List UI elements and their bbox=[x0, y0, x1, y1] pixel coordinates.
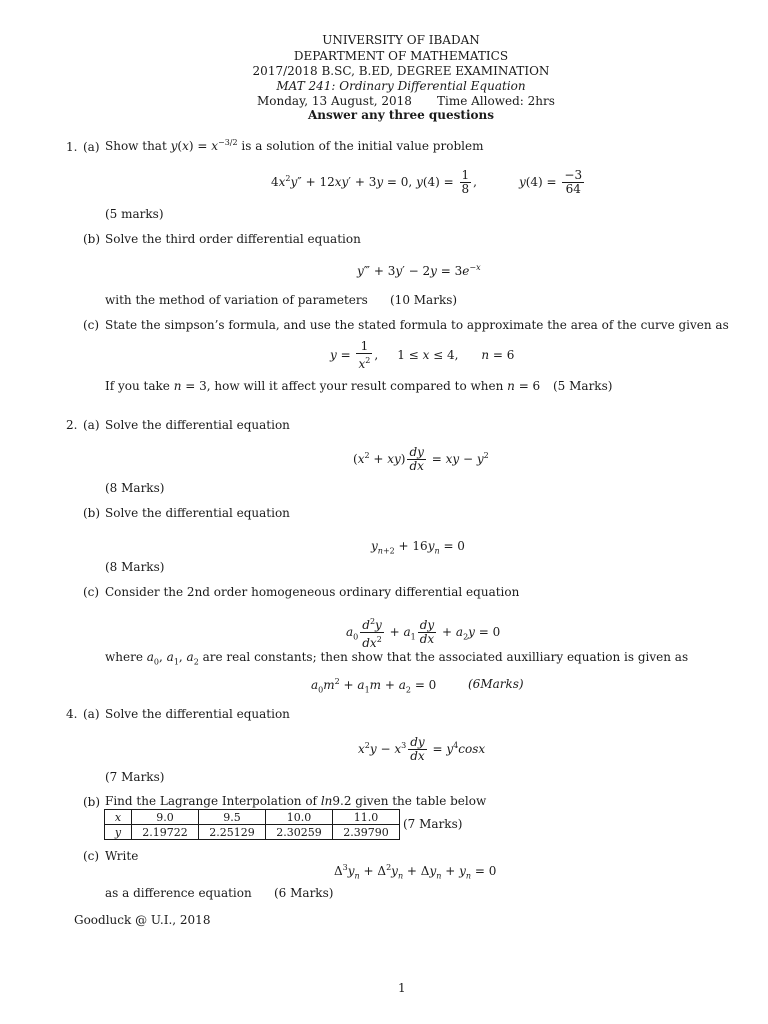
q2c-marks: (6Marks) bbox=[468, 677, 524, 691]
q2c-equation: $a_0$ $\frac{d^2y}{dx^2}$ + $a_1$ $\frac{dy}{dx}$ + $a_2y = 0$ bbox=[346, 617, 501, 650]
q1c-followup: If you take n = 3, how will it affect your result compared to when n = 6 bbox=[105, 379, 541, 393]
q1c-label: (c) bbox=[83, 318, 100, 332]
q2a-marks: (8 Marks) bbox=[105, 481, 165, 495]
q4a-text: Solve the differential equation bbox=[105, 707, 290, 721]
q1a-text: Show that $y(x) = x^{-3/2}$ is a solution of the initial value problem bbox=[105, 138, 484, 153]
q1b-method: with the method of variation of parameters bbox=[105, 293, 368, 307]
question-number-4: 4. bbox=[66, 707, 78, 721]
lagrange-table-wrap bbox=[104, 809, 400, 840]
q1b-equation: y‴ + $3y' - 2y = 3e^{-x}$ bbox=[357, 263, 481, 278]
q4c-equation: $\Delta^3y_n + \Delta^2y_n + \Delta y_n + y_n = 0$ bbox=[334, 863, 497, 881]
q4a-equation: $x^2y - x^3$ $\frac{dy}{dx}$ = $y^4\cos x$ bbox=[358, 735, 486, 763]
q4a-marks: (7 Marks) bbox=[105, 770, 165, 784]
q2b-text: Solve the differential equation bbox=[105, 506, 290, 520]
q1c-equation: y = $\frac{1}{x^2}$ , 1 ≤ x ≤ 4, n = 6 bbox=[330, 339, 515, 371]
q4c-label: (c) bbox=[83, 849, 100, 863]
table-row-x bbox=[105, 810, 400, 825]
q4b-text: Find the Lagrange Interpolation of ln9.2 given the table below bbox=[105, 794, 487, 808]
q1b-label: (b) bbox=[83, 232, 101, 246]
q4c-text2: as a difference equation bbox=[105, 886, 252, 900]
page-number: 1 bbox=[398, 981, 406, 995]
exam-title: 2017/2018 B.SC, B.ED, DEGREE EXAMINATION bbox=[252, 64, 550, 78]
table-cell: 9.5 bbox=[199, 810, 266, 825]
q2c-aux-equation: $a_0m^2 + a_1m + a_2 = 0$ bbox=[311, 677, 437, 695]
question-number-2: 2. bbox=[66, 418, 78, 432]
q1b-text: Solve the third order differential equation bbox=[105, 232, 361, 246]
q4b-label: (b) bbox=[83, 795, 101, 809]
table-cell: 10.0 bbox=[266, 810, 333, 825]
q2c-label: (c) bbox=[83, 585, 100, 599]
q4c-text: Write bbox=[105, 849, 139, 863]
table-cell: 9.0 bbox=[132, 810, 199, 825]
table-label-x: x bbox=[105, 810, 132, 825]
q4a-label: (a) bbox=[83, 707, 100, 721]
q2a-text: Solve the differential equation bbox=[105, 418, 290, 432]
q1c-text: State the simpson’s formula, and use the stated formula to approximate the area of the curve given as bbox=[105, 318, 729, 332]
table-cell: 2.30259 bbox=[266, 825, 333, 840]
q2b-label: (b) bbox=[83, 506, 101, 520]
q2c-constants: where $a_0$, $a_1$, $a_2$ are real constants; then show that the associated auxilliary equation is given as bbox=[105, 650, 689, 667]
department-title: DEPARTMENT OF MATHEMATICS bbox=[293, 49, 509, 63]
university-title: UNIVERSITY OF IBADAN bbox=[322, 33, 480, 47]
goodluck-footer: Goodluck @ U.I., 2018 bbox=[74, 913, 211, 927]
q4b-marks: (7 Marks) bbox=[403, 817, 463, 831]
q1b-marks: (10 Marks) bbox=[390, 293, 458, 307]
table-cell: 2.39790 bbox=[333, 825, 400, 840]
table-cell: 2.25129 bbox=[199, 825, 266, 840]
q1a-marks: (5 marks) bbox=[105, 207, 164, 221]
question-number-1: 1. bbox=[66, 140, 78, 154]
lagrange-table bbox=[104, 809, 400, 840]
q4c-marks: (6 Marks) bbox=[274, 886, 334, 900]
time-allowed: Time Allowed: 2hrs bbox=[437, 94, 555, 108]
table-label-y: y bbox=[105, 825, 132, 840]
table-row-y bbox=[105, 825, 400, 840]
q2a-equation: $(x^2 + xy)$ $\frac{dy}{dx}$ = xy − $y^2$ bbox=[353, 445, 489, 473]
course-title: MAT 241: Ordinary Differential Equation bbox=[276, 79, 526, 93]
q2a-label: (a) bbox=[83, 418, 100, 432]
q2c-text: Consider the 2nd order homogeneous ordinary differential equation bbox=[105, 585, 520, 599]
q1a-label: (a) bbox=[83, 140, 100, 154]
table-cell: 2.19722 bbox=[132, 825, 199, 840]
instruction: Answer any three questions bbox=[307, 108, 495, 122]
table-cell: 11.0 bbox=[333, 810, 400, 825]
q1c-marks: (5 Marks) bbox=[553, 379, 613, 393]
exam-date: Monday, 13 August, 2018 bbox=[257, 94, 412, 108]
q2b-marks: (8 Marks) bbox=[105, 560, 165, 574]
q2b-equation: $y_{n+2} + 16y_n = 0$ bbox=[371, 539, 465, 556]
q1a-equation: $4x^2y'' + 12xy' + 3y = 0$, y(4) = $\frac{1}{8}$ , y(4) = $\frac{-3}{64}$ bbox=[271, 168, 583, 196]
